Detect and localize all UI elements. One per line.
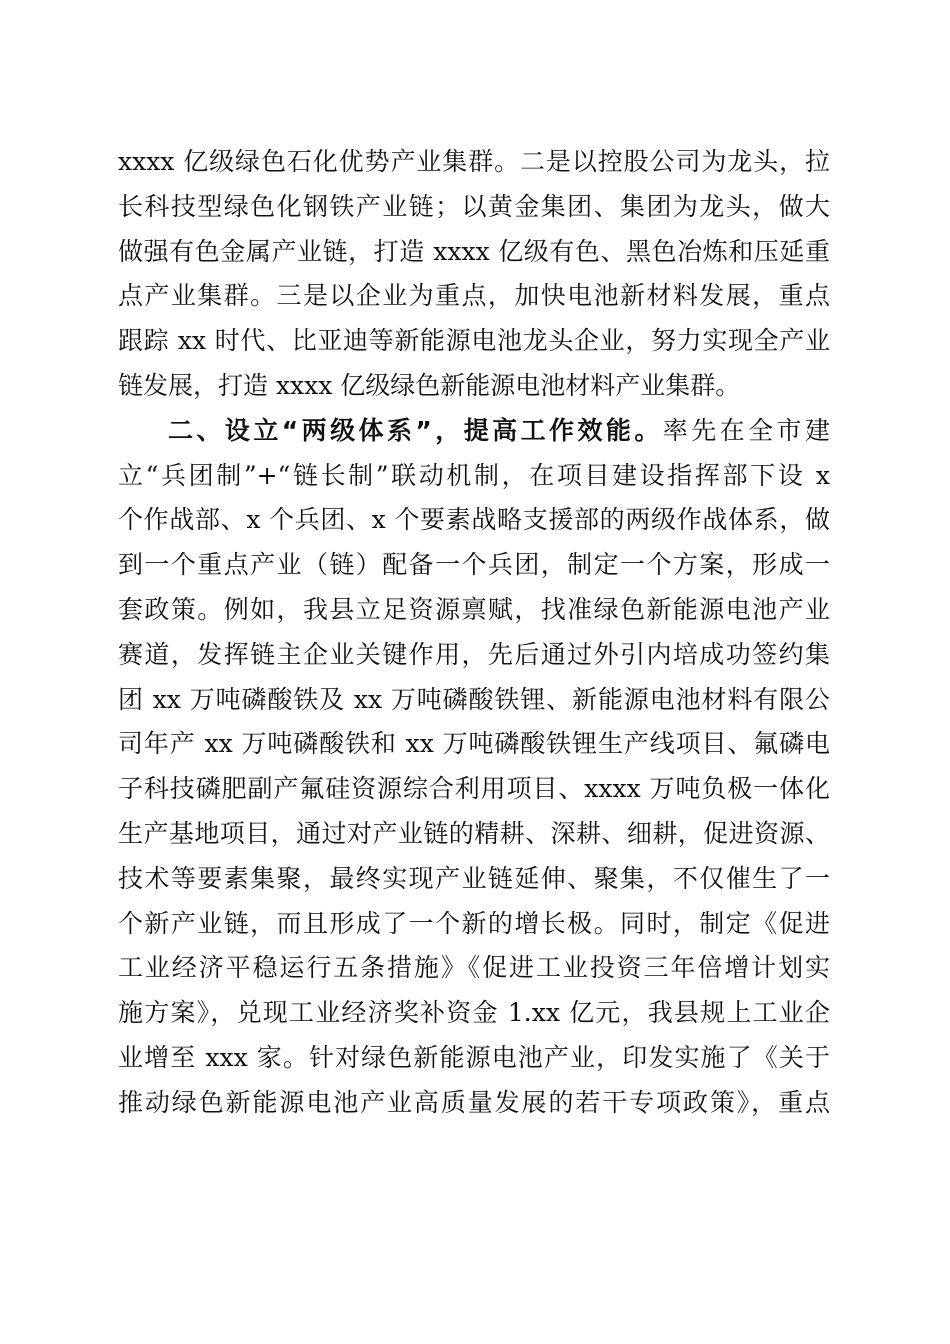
- text-line: 施方案》，兑现工业经济奖补资金 1.xx 亿元，我县规上工业企: [118, 998, 830, 1028]
- text-line: 推动绿色新能源电池产业高质量发展的若干专项政策》，重点: [118, 1087, 830, 1117]
- text-line: [118, 409, 830, 454]
- text-line: 点产业集群。三是以企业为重点，加快电池新材料发展，重点: [118, 281, 830, 311]
- text-line: 链发展，打造 xxxx 亿级绿色新能源电池材料产业集群。: [118, 370, 741, 400]
- text-line: 立“兵团制”+“链长制”联动机制，在项目建设指挥部下设 x: [118, 460, 830, 490]
- text-line: 司年产 xx 万吨磷酸铁和 xx 万吨磷酸铁锂生产线项目、氟磷电: [118, 729, 830, 759]
- text-line: 到一个重点产业（链）配备一个兵团，制定一个方案，形成一: [118, 550, 830, 580]
- paragraph-industry-clusters: [118, 140, 830, 409]
- text-line: 跟踪 xx 时代、比亚迪等新能源电池龙头企业，努力实现全产业: [118, 326, 830, 356]
- text-line: 个新产业链，而且形成了一个新的增长极。同时，制定《促进: [118, 908, 830, 938]
- body-text: [118, 140, 830, 1126]
- paragraph-two-level-system: [118, 409, 830, 1126]
- text-line: 个作战部、x 个兵团、x 个要素战略支援部的两级作战体系，做: [118, 505, 830, 535]
- text-run: 率先在全市建: [662, 415, 830, 445]
- text-line: 生产基地项目，通过对产业链的精耕、深耕、细耕，促进资源、: [118, 818, 830, 848]
- text-line: 子科技磷肥副产氟硅资源综合利用项目、xxxx 万吨负极一体化: [118, 774, 830, 804]
- text-line: 套政策。例如，我县立足资源禀赋，找准绿色新能源电池产业: [118, 594, 830, 624]
- text-line: 做强有色金属产业链，打造 xxxx 亿级有色、黑色冶炼和压延重: [118, 236, 830, 266]
- text-line: xxxx 亿级绿色石化优势产业集群。二是以控股公司为龙头，拉: [118, 147, 830, 176]
- text-line: 技术等要素集聚，最终实现产业链延伸、聚集，不仅催生了一: [118, 863, 830, 893]
- text-line: 赛道，发挥链主企业关键作用，先后通过外引内培成功签约集: [118, 639, 830, 669]
- text-line: 业增至 xxx 家。针对绿色新能源电池产业，印发实施了《关于: [118, 1042, 830, 1072]
- section-heading: 二、设立“两级体系”，提高工作效能。: [168, 415, 663, 445]
- text-line: 工业经济平稳运行五条措施》《促进工业投资三年倍增计划实: [118, 953, 830, 983]
- text-line: 长科技型绿色化钢铁产业链；以黄金集团、集团为龙头，做大: [118, 191, 830, 221]
- text-line: 团 xx 万吨磷酸铁及 xx 万吨磷酸铁锂、新能源电池材料有限公: [118, 684, 830, 714]
